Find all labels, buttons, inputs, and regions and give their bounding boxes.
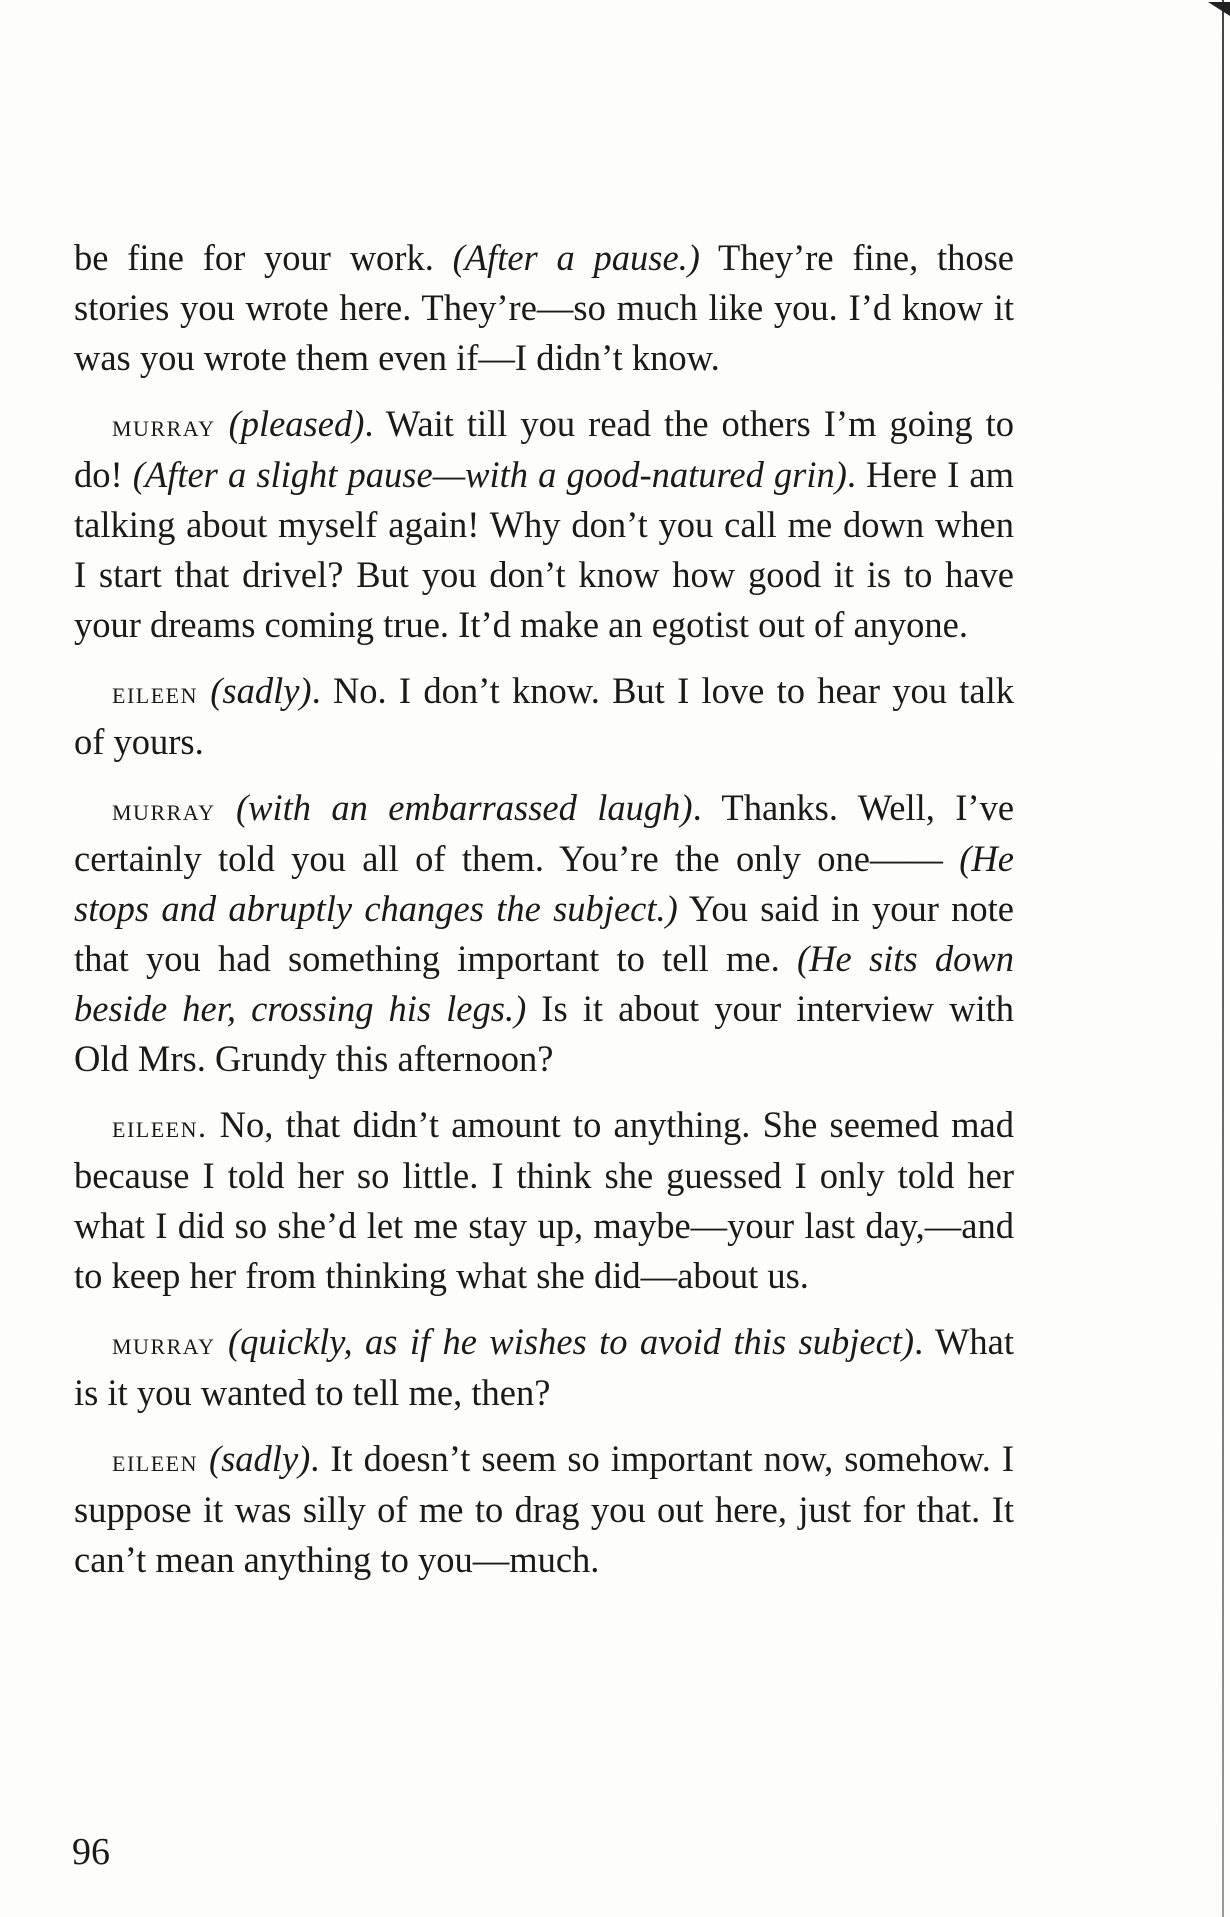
dialogue-text-run: No, that didn’t amount to anything. She seemed mad because I told her so little. I think she guessed I only told her what I did so she’d let me stay up, maybe—your last day,—and to keep her from thinking what she did—about us. (74, 1104, 1014, 1296)
page-corner-mark (1208, 2, 1230, 16)
dialogue-text-run: Is it about your interview with Old Mrs. Grundy this afternoon? (74, 988, 1014, 1079)
dialogue-text (74, 233, 1014, 1601)
dialogue-text-run: They’re fine, those stories you wrote here. They’re—so much like you. I’d know it was you wrote them even if—I didn’t know. (74, 237, 1014, 378)
stage-direction: (sadly) (208, 1438, 311, 1479)
page-number: 96 (72, 1831, 110, 1873)
stage-direction: (After a slight pause—with a good-natured grin) (132, 454, 847, 495)
dialogue-text-run: . What is it you wanted to tell me, then? (74, 1321, 1014, 1413)
stage-direction: (with an embarrassed laugh) (235, 787, 693, 828)
stage-direction: (quickly, as if he wishes to avoid this subject) (227, 1321, 915, 1362)
dialogue-text-run: . Here I am talking about myself again! Why don’t you call me down when I start that drivel? But you don’t know how good it is to have your dreams coming true. It’d make an egotist out of anyone. (74, 454, 1014, 645)
stage-direction: (sadly) (210, 670, 312, 711)
speaker-name: murray (112, 407, 216, 443)
speaker-name: eileen. (112, 1108, 208, 1144)
speaker-name: murray (112, 791, 216, 827)
page-edge (1222, 0, 1224, 1917)
dialogue-text-run: . Wait till you read the others I’m going to do! (74, 403, 1014, 495)
paragraph-eileen (74, 1434, 1014, 1585)
speaker-name: murray (112, 1325, 216, 1361)
paragraph-continuation (74, 233, 1014, 383)
paragraph-murray (74, 1317, 1014, 1418)
paragraph-eileen (74, 1100, 1014, 1301)
stage-direction: (He stops and abruptly changes the subject.) (74, 838, 1014, 929)
paragraph-murray (74, 783, 1014, 1084)
dialogue-text-run: . It doesn’t seem so important now, somehow. I suppose it was silly of me to drag you out here, just for that. It can’t mean anything to you—much. (74, 1438, 1015, 1580)
stage-direction: (pleased) (228, 403, 365, 444)
dialogue-text-run: . Thanks. Well, I’ve certainly told you all of them. You’re the only one—— (74, 787, 1015, 879)
speaker-name: eileen (112, 1442, 198, 1478)
speaker-name: eileen (112, 674, 198, 710)
dialogue-text-run: You said in your note that you had something important to tell me. (74, 888, 1014, 979)
paragraph-eileen (74, 666, 1014, 767)
dialogue-text-run: . No. I don’t know. But I love to hear you talk of yours. (74, 670, 1014, 762)
dialogue-text-run: be fine for your work. (74, 237, 453, 278)
stage-direction: (After a pause.) (452, 237, 700, 278)
paragraph-murray (74, 399, 1014, 650)
stage-direction: (He sits down beside her, crossing his legs.) (74, 938, 1014, 1029)
